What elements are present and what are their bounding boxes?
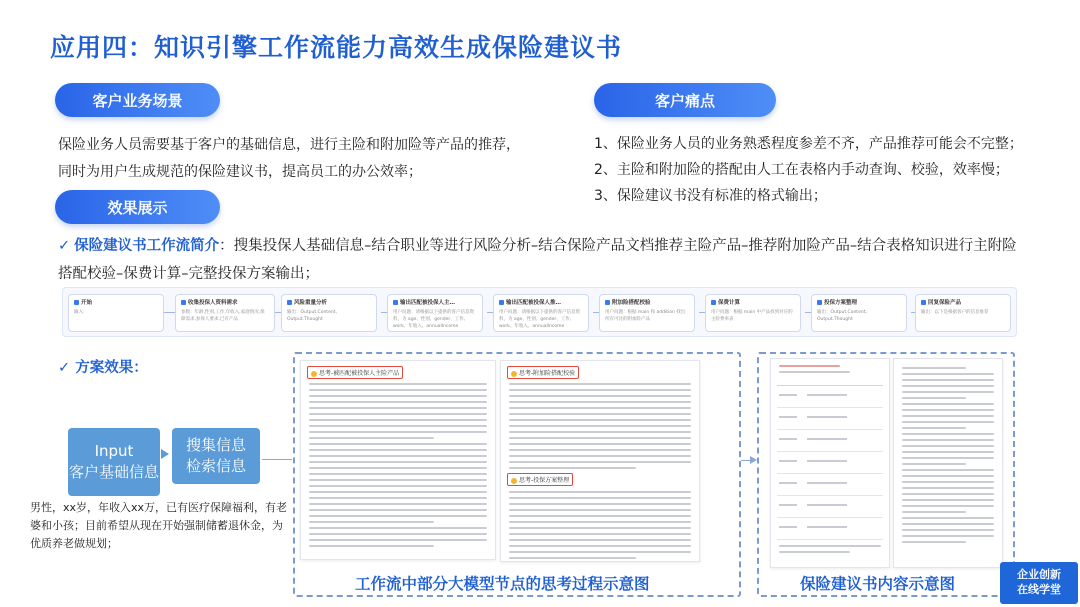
node-title: 输出匹配被投保人推…: [506, 300, 562, 306]
think-tag: 思考-被匹配被投保人主险产品: [307, 366, 403, 379]
node-body: 输出：Output.Content, Output.Thought: [287, 310, 337, 322]
search-box-label: 搜集信息 检索信息: [185, 436, 246, 475]
thinking-doc: [500, 360, 700, 562]
workflow-node-recommend[interactable]: [493, 294, 589, 332]
scene-pill: 客户业务场景: [55, 83, 220, 117]
node-body: 用户问题：请根据以下提供的客户信息资料，为 age、性别、gender、工作、work、年收入、annualIncome: [499, 310, 580, 329]
thinking-caption: 工作流中部分大模型节点的思考过程示意图: [355, 575, 650, 593]
node-title: 回复保险产品: [928, 300, 962, 306]
pain-point-item: 2、主险和附加险的搭配由人工在表格内手动查询、校验，效率慢；: [594, 162, 1009, 178]
node-icon: [393, 300, 398, 305]
node-title: 投保方案整理: [824, 300, 858, 306]
workflow-intro-body: ：搜集投保人基础信息–结合职业等进行风险分析–结合保险产品文档推荐主险产品–推荐附加险产品–结合表格知识进行主附险搭配校验–保费计算–完整投保方案输出；: [58, 238, 1017, 282]
workflow-node-reply[interactable]: [915, 294, 1011, 332]
workflow-node-premium[interactable]: [705, 294, 801, 332]
content-caption: 保险建议书内容示意图: [800, 575, 956, 593]
think-tag: 思考-投保方案整理: [507, 473, 573, 486]
node-title: 风险重量分析: [294, 300, 328, 306]
node-title: 收集投保人资料需求: [188, 300, 238, 306]
input-box-label: Input 客户基础信息: [68, 442, 159, 481]
node-title: 开始: [81, 300, 93, 306]
workflow-node-plan[interactable]: [811, 294, 907, 332]
pain-pill: 客户痛点: [594, 83, 776, 117]
page-title: 应用四：知识引擎工作流能力高效生成保险建议书: [50, 33, 623, 62]
node-body: 用户问题：请根据以下提供的客户信息资料，为 age、性别、gender、工作、work、年收入、annualIncome: [393, 310, 474, 329]
workflow-node-risk[interactable]: [281, 294, 377, 332]
pain-point-item: 3、保险建议书没有标准的格式输出；: [594, 188, 827, 204]
node-title: 附加险搭配校验: [612, 300, 651, 306]
arrow-icon: [741, 460, 755, 461]
proposal-doc-page: [893, 358, 1003, 568]
workflow-strip: [62, 287, 1017, 337]
node-title: 输出匹配被投保人主…: [400, 300, 456, 306]
node-icon: [817, 300, 822, 305]
node-body: 用户问题：根据 main 中产品找到对应的主险费率表: [711, 310, 793, 322]
node-icon: [74, 300, 79, 305]
thinking-emoji-icon: [511, 478, 517, 484]
workflow-node-addon-check[interactable]: [599, 294, 695, 332]
thinking-emoji-icon: [511, 371, 517, 377]
workflow-intro-heading: 保险建议书工作流简介: [74, 238, 220, 254]
node-icon: [287, 300, 292, 305]
input-box: [68, 428, 160, 496]
workflow-node-main[interactable]: [387, 294, 483, 332]
thinking-emoji-icon: [311, 371, 317, 377]
workflow-node-collect[interactable]: [175, 294, 275, 332]
node-body: 输出：以下是根据客户的信息推荐: [921, 310, 989, 315]
pain-point-item: 1、保险业务人员的业务熟悉程度参差不齐，产品推荐可能会不完整；: [594, 136, 1023, 152]
node-icon: [605, 300, 610, 305]
check-icon: ✓: [58, 238, 71, 254]
arrow-icon: [161, 449, 169, 459]
thinking-doc: [300, 360, 496, 560]
node-icon: [711, 300, 716, 305]
connector-line: [262, 459, 292, 460]
node-icon: [499, 300, 504, 305]
brand-logo: 企业创新 在线学堂: [1000, 562, 1078, 604]
user-description: 男性，xx岁，年收入xx万，已有医疗保障福利，有老婆和小孩；目前希望从现在开始强制储蓄退休金，为优质养老做规划；: [30, 501, 288, 550]
pain-point-list: [594, 131, 1064, 209]
workflow-node-start[interactable]: [68, 294, 164, 332]
workflow-intro: [58, 232, 1028, 288]
effect-pill: 效果展示: [55, 190, 220, 224]
node-body: 用户问题：根据 main 和 addition 找出所有可比的附加险产品: [605, 310, 686, 322]
node-body: 输入：: [74, 310, 88, 315]
search-box: [172, 428, 260, 484]
node-icon: [181, 300, 186, 305]
node-title: 保费计算: [718, 300, 741, 306]
node-body: 参数：年龄,性别,工作,年收入,家庭情况,保障需求,参保人要求,已有产品: [181, 310, 265, 322]
think-tag: 思考-附加险搭配校验: [507, 366, 579, 379]
node-icon: [921, 300, 926, 305]
scene-description: 保险业务人员需要基于客户的基础信息，进行主险和附加险等产品的推荐，同时为用户生成规范的保险建议书，提高员工的办公效率；: [58, 137, 520, 180]
proposal-doc-page: [770, 358, 890, 568]
plan-effect-label: ✓ 方案效果：: [58, 360, 148, 376]
node-body: 输出：Output.Content, Output.Thought: [817, 310, 867, 322]
